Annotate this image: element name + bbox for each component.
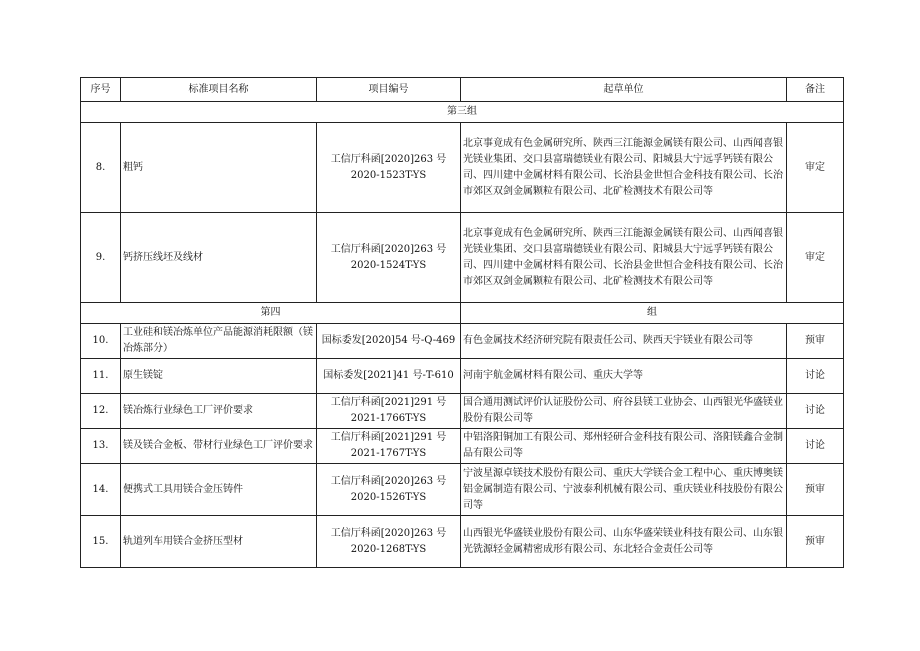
- row-note: 预审: [787, 324, 844, 359]
- header-name: 标准项目名称: [121, 78, 317, 102]
- row-note: 讨论: [787, 394, 844, 429]
- row-no: 12.: [81, 394, 121, 429]
- row-unit: 山西银光华盛镁业股份有限公司、山东华盛荣镁业科技有限公司、山东银光铣源轻金属精密成形有限公司、东北轻合金责任公司等: [461, 516, 787, 568]
- table-row: [81, 429, 844, 464]
- row-note: 审定: [787, 213, 844, 303]
- header-unit: 起草单位: [461, 78, 787, 102]
- row-no: 9.: [81, 213, 121, 303]
- row-note: 审定: [787, 123, 844, 213]
- row-no: 10.: [81, 324, 121, 359]
- standards-table: [80, 77, 844, 568]
- row-name: 粗钙: [121, 123, 317, 213]
- header-row: [81, 78, 844, 102]
- group-row-4: [81, 303, 844, 324]
- row-name: 镁冶炼行业绿色工厂评价要求: [121, 394, 317, 429]
- row-unit: 中铝洛阳铜加工有限公司、郑州轻研合金科技有限公司、洛阳镁鑫合金制品有限公司等: [461, 429, 787, 464]
- row-code: [317, 464, 461, 516]
- table-row: [81, 464, 844, 516]
- table-row: [81, 324, 844, 359]
- row-name: 轨道列车用镁合金挤压型材: [121, 516, 317, 568]
- code-line: 2021-1767T-YS: [350, 448, 427, 459]
- table-row: [81, 359, 844, 394]
- row-no: 11.: [81, 359, 121, 394]
- code-line: 工信厅科函[2021]291 号: [330, 397, 447, 408]
- row-unit: 河南宇航金属材料有限公司、重庆大学等: [461, 359, 787, 394]
- row-no: 15.: [81, 516, 121, 568]
- row-note: 讨论: [787, 429, 844, 464]
- code-line: 工信厅科函[2020]263 号: [330, 153, 447, 165]
- code-line: 工信厅科函[2021]291 号: [330, 432, 447, 443]
- group-label: 第三组: [81, 102, 844, 123]
- table-row: [81, 213, 844, 303]
- code-line: 工信厅科函[2020]263 号: [330, 475, 447, 487]
- row-unit: 宁波星源卓镁技术股份有限公司、重庆大学镁合金工程中心、重庆博奥镁铝金属制造有限公司、宁波泰利机械有限公司、重庆镁业科技股份有限公司等: [461, 464, 787, 516]
- row-name: 镁及镁合金板、带材行业绿色工厂评价要求: [121, 429, 317, 464]
- group-label-left: 第四: [81, 303, 461, 324]
- row-name: 工业硅和镁冶炼单位产品能源消耗限额（镁冶炼部分）: [121, 324, 317, 359]
- code-line: 2021-1766T-YS: [350, 413, 427, 424]
- table-row: [81, 394, 844, 429]
- header-code: 项目编号: [317, 78, 461, 102]
- row-code: [317, 213, 461, 303]
- table-row: [81, 123, 844, 213]
- code-line: 2020-1526T-YS: [350, 491, 427, 503]
- row-no: 14.: [81, 464, 121, 516]
- row-code: 国标委发[2021]41 号-T-610: [317, 359, 461, 394]
- table-row: [81, 516, 844, 568]
- row-note: 预审: [787, 516, 844, 568]
- row-no: 8.: [81, 123, 121, 213]
- code-line: 2020-1524T-YS: [350, 259, 427, 271]
- row-unit: 北京事竟成有色金属研究所、陕西三江能源金属镁有限公司、山西闻喜银光镁业集团、交口县富瑞德镁业有限公司、阳城县大宁远孚钙镁有限公司、四川建中金属材料有限公司、长治县金世恒合金科技有限公司、长治市郊区双剑金属颗粒有限公司、北矿检测技术有限公司等: [461, 213, 787, 303]
- row-code: [317, 516, 461, 568]
- group-label-right: 组: [461, 303, 844, 324]
- row-code: 国标委发[2020]54 号-Q-469: [317, 324, 461, 359]
- header-note: 备注: [787, 78, 844, 102]
- row-note: 预审: [787, 464, 844, 516]
- code-line: 工信厅科函[2020]263 号: [330, 527, 447, 539]
- code-line: 2020-1268T-YS: [350, 543, 427, 555]
- row-unit: 有色金属技术经济研究院有限责任公司、陕西天宇镁业有限公司等: [461, 324, 787, 359]
- group-row-3: [81, 102, 844, 123]
- row-name: 钙挤压线坯及线材: [121, 213, 317, 303]
- row-code: [317, 429, 461, 464]
- header-no: 序号: [81, 78, 121, 102]
- row-code: [317, 394, 461, 429]
- row-name: 原生镁锭: [121, 359, 317, 394]
- code-line: 工信厅科函[2020]263 号: [330, 243, 447, 255]
- code-line: 2020-1523T-YS: [350, 169, 427, 181]
- row-no: 13.: [81, 429, 121, 464]
- row-unit: 北京事竟成有色金属研究所、陕西三江能源金属镁有限公司、山西闻喜银光镁业集团、交口县富瑞德镁业有限公司、阳城县大宁远孚钙镁有限公司、四川建中金属材料有限公司、长治县金世恒合金科技有限公司、长治市郊区双剑金属颗粒有限公司、北矿检测技术有限公司等: [461, 123, 787, 213]
- row-code: [317, 123, 461, 213]
- row-name: 便携式工具用镁合金压铸件: [121, 464, 317, 516]
- row-unit: 国合通用测试评价认证股份公司、府谷县镁工业协会、山西银光华盛镁业股份有限公司等: [461, 394, 787, 429]
- row-note: 讨论: [787, 359, 844, 394]
